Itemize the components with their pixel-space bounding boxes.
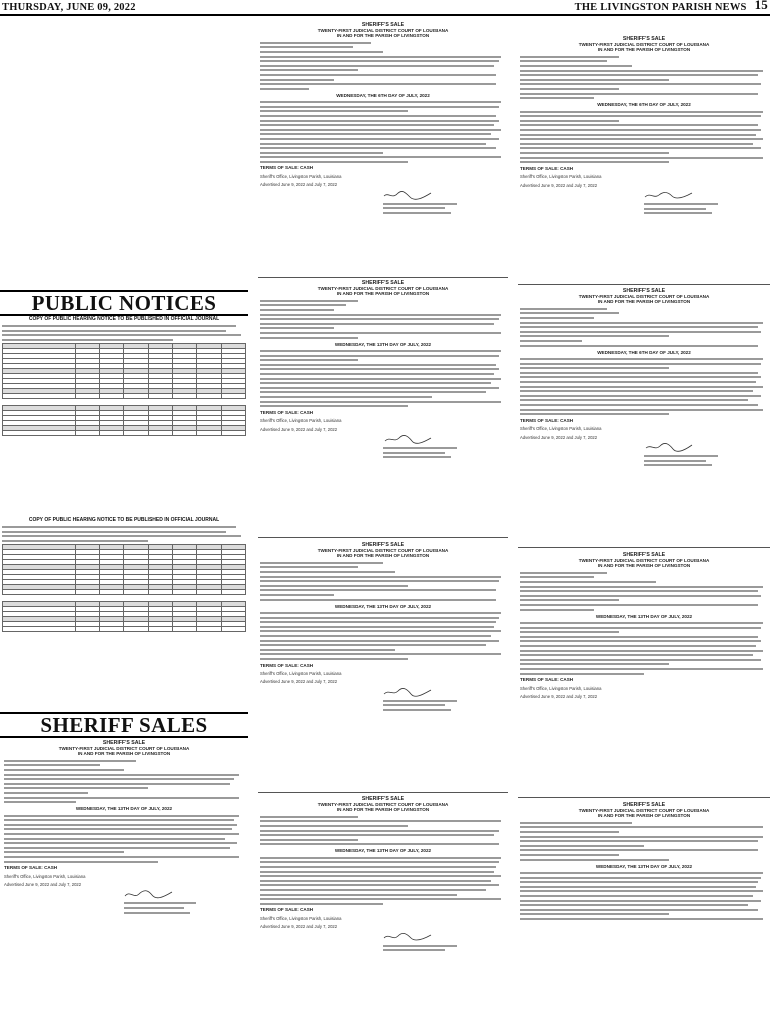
- header-right: [573, 0, 770, 14]
- sheriff-office: Sheriff's Office, Livingston Parish, Louisiana: [520, 426, 602, 432]
- notice-parish: IN AND FOR THE PARISH OF LIVINGSTON: [597, 563, 691, 569]
- notice-court: TWENTY-FIRST JUDICIAL DISTRICT COURT OF LOUISIANA: [578, 294, 710, 299]
- notice-text: [260, 857, 506, 905]
- sheriff-sale-notice: [520, 552, 768, 699]
- column-right: [518, 22, 770, 1024]
- notice-text: [260, 816, 506, 846]
- notice-parish: IN AND FOR THE PARISH OF LIVINGSTON: [336, 553, 430, 559]
- notice-title: SHERIFF'S SALE: [361, 280, 405, 286]
- sale-date: WEDNESDAY, THE 13TH DAY OF JULY, 2022: [595, 613, 693, 619]
- page-number: 15: [754, 0, 768, 12]
- notice-parish: IN AND FOR THE PARISH OF LIVINGSTON: [597, 299, 691, 305]
- notice-title: SHERIFF'S SALE: [361, 22, 405, 28]
- sale-terms: TERMS OF SALE: CASH: [4, 865, 58, 871]
- budget-notice-2: [2, 517, 246, 632]
- sheriff-office: Sheriff's Office, Livingston Parish, Louisiana: [260, 915, 342, 921]
- advertised-dates: Advertised June 9, 2022 and July 7, 2022: [520, 693, 598, 699]
- budget-table-1b: [2, 405, 246, 436]
- sheriff-sale-notice: [260, 796, 506, 954]
- notice-text: [520, 572, 768, 611]
- sheriff-sales-heading: SHERIFF SALES: [0, 712, 248, 738]
- notice-text: [520, 111, 768, 164]
- budget-notice-text: [2, 526, 246, 542]
- sale-date: WEDNESDAY, THE 13TH DAY OF JULY, 2022: [334, 848, 432, 854]
- notice-text: [260, 101, 506, 163]
- notice-court: TWENTY-FIRST JUDICIAL DISTRICT COURT OF LOUISIANA: [578, 42, 710, 47]
- budget-table-2b: [2, 601, 246, 632]
- notice-text: [520, 872, 768, 920]
- sheriff-sale-notice: [260, 280, 506, 461]
- publication-name: THE LIVINGSTON PARISH NEWS: [574, 2, 747, 13]
- notice-text: [4, 815, 244, 863]
- notice-parish: IN AND FOR THE PARISH OF LIVINGSTON: [597, 47, 691, 53]
- notice-text: [260, 42, 506, 90]
- public-notices-heading: PUBLIC NOTICES: [0, 290, 248, 316]
- notice-text: [520, 622, 768, 675]
- notice-court: TWENTY-FIRST JUDICIAL DISTRICT COURT OF LOUISIANA: [578, 808, 710, 813]
- sale-date: WEDNESDAY, THE 13TH DAY OF JULY, 2022: [334, 603, 432, 609]
- sheriff-office: Sheriff's Office, Livingston Parish, Louisiana: [260, 173, 342, 179]
- notice-text: [520, 822, 768, 861]
- sheriff-office: Sheriff's Office, Livingston Parish, Louisiana: [260, 670, 342, 676]
- notice-court: TWENTY-FIRST JUDICIAL DISTRICT COURT OF LOUISIANA: [317, 802, 449, 807]
- sale-date: WEDNESDAY, THE 13TH DAY OF JULY, 2022: [334, 341, 432, 347]
- sheriff-signature: [644, 443, 768, 466]
- sheriff-office: Sheriff's Office, Livingston Parish, Louisiana: [260, 418, 342, 424]
- notice-text: [520, 56, 768, 99]
- notice-title: SHERIFF'S SALE: [622, 802, 666, 808]
- notice-text: [4, 760, 244, 803]
- sale-date: WEDNESDAY, THE 13TH DAY OF JULY, 2022: [595, 863, 693, 869]
- notice-parish: IN AND FOR THE PARISH OF LIVINGSTON: [336, 807, 430, 813]
- sheriff-sale-notice: [260, 542, 506, 714]
- notice-parish: IN AND FOR THE PARISH OF LIVINGSTON: [77, 751, 171, 757]
- notice-title: SHERIFF'S SALE: [622, 36, 666, 42]
- notice-parish: IN AND FOR THE PARISH OF LIVINGSTON: [336, 291, 430, 297]
- notice-parish: IN AND FOR THE PARISH OF LIVINGSTON: [336, 33, 430, 39]
- advertised-dates: Advertised June 9, 2022 and July 7, 2022: [260, 426, 338, 432]
- advertised-dates: Advertised June 9, 2022 and July 7, 2022: [260, 182, 338, 188]
- notice-text: [260, 300, 506, 339]
- sale-date: WEDNESDAY, THE 6TH DAY OF JULY, 2022: [597, 349, 691, 355]
- budget-table-2: [2, 544, 246, 595]
- sale-date: WEDNESDAY, THE 13TH DAY OF JULY, 2022: [75, 806, 173, 812]
- notice-title: SHERIFF'S SALE: [361, 796, 405, 802]
- sale-terms: TERMS OF SALE: CASH: [260, 165, 314, 171]
- advertised-dates: Advertised June 9, 2022 and July 7, 2022: [520, 182, 598, 188]
- sale-date: WEDNESDAY, THE 6TH DAY OF JULY, 2022: [597, 102, 691, 108]
- sheriff-sale-notice: [520, 36, 768, 217]
- column-left: [0, 22, 248, 1024]
- sale-terms: TERMS OF SALE: CASH: [260, 662, 314, 668]
- sale-terms: TERMS OF SALE: CASH: [260, 409, 314, 415]
- notice-court: TWENTY-FIRST JUDICIAL DISTRICT COURT OF LOUISIANA: [58, 746, 190, 751]
- notice-court: TWENTY-FIRST JUDICIAL DISTRICT COURT OF LOUISIANA: [317, 548, 449, 553]
- sale-terms: TERMS OF SALE: CASH: [520, 677, 574, 683]
- notice-title: SHERIFF'S SALE: [622, 552, 666, 558]
- advertised-dates: Advertised June 9, 2022 and July 7, 2022: [260, 924, 338, 930]
- sheriff-office: Sheriff's Office, Livingston Parish, Louisiana: [4, 873, 86, 879]
- sheriff-signature: [383, 688, 506, 711]
- notice-title: SHERIFF'S SALE: [361, 542, 405, 548]
- budget-notice-1: [2, 316, 246, 436]
- page-header: [0, 0, 770, 16]
- issue-date: THURSDAY, JUNE 09, 2022: [2, 2, 136, 13]
- budget-notice-title: COPY OF PUBLIC HEARING NOTICE TO BE PUBLISHED IN OFFICIAL JOURNAL: [28, 517, 220, 523]
- advertised-dates: Advertised June 9, 2022 and July 7, 2022: [520, 434, 598, 440]
- sheriff-signature: [383, 191, 506, 214]
- sheriff-office: Sheriff's Office, Livingston Parish, Louisiana: [520, 174, 602, 180]
- budget-notice-text: [2, 325, 246, 341]
- advertised-dates: Advertised June 9, 2022 and July 7, 2022: [260, 679, 338, 685]
- notice-text: [520, 358, 768, 415]
- sheriff-signature: [644, 191, 768, 214]
- notice-court: TWENTY-FIRST JUDICIAL DISTRICT COURT OF LOUISIANA: [578, 558, 710, 563]
- sheriff-sale-notice: [520, 288, 768, 469]
- sheriff-office: Sheriff's Office, Livingston Parish, Louisiana: [520, 685, 602, 691]
- notice-text: [260, 350, 506, 407]
- advertised-dates: Advertised June 9, 2022 and July 7, 2022: [4, 881, 82, 887]
- notice-parish: IN AND FOR THE PARISH OF LIVINGSTON: [597, 813, 691, 819]
- sale-terms: TERMS OF SALE: CASH: [260, 907, 314, 913]
- sale-date: WEDNESDAY, THE 6TH DAY OF JULY, 2022: [336, 92, 430, 98]
- budget-table-1: [2, 343, 246, 399]
- column-middle: [258, 22, 508, 1024]
- budget-notice-title: COPY OF PUBLIC HEARING NOTICE TO BE PUBLISHED IN OFFICIAL JOURNAL: [28, 316, 220, 322]
- sheriff-signature: [383, 933, 506, 952]
- notice-title: SHERIFF'S SALE: [102, 740, 146, 746]
- notice-court: TWENTY-FIRST JUDICIAL DISTRICT COURT OF LOUISIANA: [317, 286, 449, 291]
- notice-text: [520, 308, 768, 347]
- notice-title: SHERIFF'S SALE: [622, 288, 666, 294]
- sheriff-signature: [383, 435, 506, 458]
- sheriff-signature: [124, 890, 244, 913]
- sale-terms: TERMS OF SALE: CASH: [520, 417, 574, 423]
- sheriff-sale-notice: [260, 22, 506, 216]
- sheriff-sale-notice: [4, 740, 244, 916]
- notice-text: [260, 562, 506, 601]
- sale-terms: TERMS OF SALE: CASH: [520, 165, 574, 171]
- notice-text: [260, 612, 506, 660]
- notice-court: TWENTY-FIRST JUDICIAL DISTRICT COURT OF LOUISIANA: [317, 28, 449, 33]
- sheriff-sale-notice: [520, 802, 768, 923]
